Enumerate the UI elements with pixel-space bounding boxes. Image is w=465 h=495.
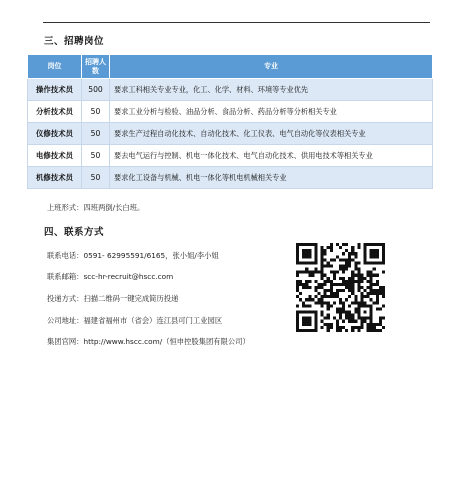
- position-cell: 操作技术员: [28, 79, 82, 101]
- requirement-cell: 要去电气运行与控制、机电一体化技术、电气自动化技术、供用电技术等相关专业: [110, 145, 433, 167]
- contact-email[interactable]: 联系邮箱：scc-hr-recruit@hscc.com: [47, 272, 174, 281]
- header-position: 岗位: [28, 55, 82, 79]
- requirement-cell: 要求化工设备与机械、机电一体化等机电机械相关专业: [110, 167, 433, 189]
- shift-text: 上班形式：四班两倒/长白班。: [47, 203, 145, 212]
- count-cell: 500: [82, 79, 110, 101]
- requirement-cell: 要求生产过程自动化技术、自动化技术、化工仪表、电气自动化等仪表相关专业: [110, 123, 433, 145]
- section-title-contact: 四、联系方式: [44, 227, 105, 238]
- requirement-cell: 要求工科相关专业专业，化工、化学、材料、环境等专业优先: [110, 79, 433, 101]
- header-count: 招聘人数: [82, 55, 110, 79]
- contact-phone: 联系电话：0591- 62995591/6165，张小姐/李小姐: [47, 251, 219, 260]
- contact-address: 公司地址：福建省福州市（省会）连江县可门工业园区: [47, 316, 223, 325]
- requirement-cell: 要求工业分析与检验、油品分析、食品分析、药品分析等分析相关专业: [110, 101, 433, 123]
- count-cell: 50: [82, 123, 110, 145]
- position-cell: 机修技术员: [28, 167, 82, 189]
- position-cell: 分析技术员: [28, 101, 82, 123]
- position-cell: 电修技术员: [28, 145, 82, 167]
- table-row: [28, 101, 433, 123]
- qr-code-icon[interactable]: [296, 243, 385, 332]
- table-header-row: [28, 55, 433, 79]
- contact-website[interactable]: 集团官网：http://www.hscc.com/（恒申控股集团有限公司）: [47, 337, 250, 346]
- table-row: [28, 167, 433, 189]
- count-cell: 50: [82, 167, 110, 189]
- positions-table: [27, 54, 433, 189]
- position-cell: 仪修技术员: [28, 123, 82, 145]
- table-row: [28, 145, 433, 167]
- table-row: [28, 79, 433, 101]
- top-divider: [43, 22, 430, 23]
- table-row: [28, 123, 433, 145]
- section-title-positions: 三、招聘岗位: [44, 36, 105, 47]
- header-requirement: 专业: [110, 55, 433, 79]
- count-cell: 50: [82, 145, 110, 167]
- contact-submission: 投递方式：扫描二维码一键完成简历投递: [47, 294, 179, 303]
- count-cell: 50: [82, 101, 110, 123]
